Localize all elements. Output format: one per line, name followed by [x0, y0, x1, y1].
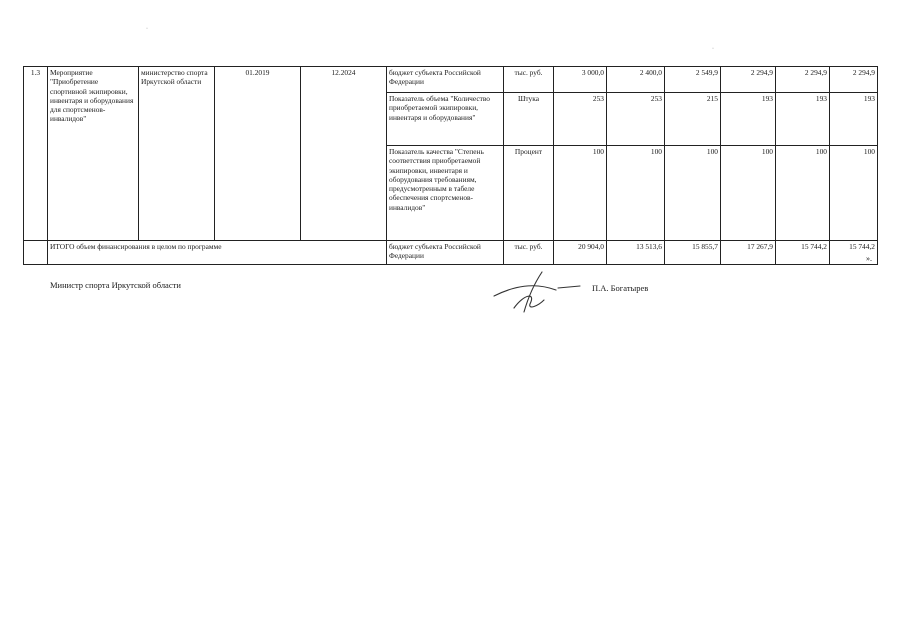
funding-value: 2 294,9: [776, 67, 830, 93]
total-label: ИТОГО объем финансирования в целом по программе: [48, 241, 387, 265]
total-value: 20 904,0: [554, 241, 607, 265]
total-value: 15 855,7: [665, 241, 721, 265]
funding-value: 3 000,0: [554, 67, 607, 93]
total-source: бюджет субъекта Российской Федерации: [387, 241, 504, 265]
minister-name: П.А. Богатырев: [592, 283, 649, 293]
total-unit: тыс. руб.: [504, 241, 554, 265]
total-value: 15 744,2: [776, 241, 830, 265]
funding-value: 2 400,0: [607, 67, 665, 93]
event-name: Мероприятие "Приобретение спортивной экипировки, инвентаря и оборудования для спортсменов-инвалидов": [48, 67, 139, 241]
total-value: 15 744,2: [830, 241, 878, 265]
funding-row: [24, 67, 878, 93]
signature-mark: [484, 264, 594, 324]
funding-value: 2 549,9: [665, 67, 721, 93]
total-value: 13 513,6: [607, 241, 665, 265]
quality-unit: Процент: [504, 146, 554, 241]
total-value: 17 267,9: [721, 241, 776, 265]
minister-title: Министр спорта Иркутской области: [50, 280, 181, 290]
funding-value: 2 294,9: [830, 67, 878, 93]
funding-source: бюджет субъекта Российской Федерации: [387, 67, 504, 93]
volume-value: 215: [665, 93, 721, 146]
volume-value: 253: [607, 93, 665, 146]
quality-value: 100: [776, 146, 830, 241]
volume-value: 193: [830, 93, 878, 146]
funding-unit: тыс. руб.: [504, 67, 554, 93]
quality-value: 100: [830, 146, 878, 241]
volume-value: 193: [721, 93, 776, 146]
closing-quote-mark: ».: [866, 254, 872, 263]
volume-unit: Штука: [504, 93, 554, 146]
quality-indicator: Показатель качества "Степень соответствия приобретаемой экипировки, инвентаря и оборудования требованиям, предусмотренным в табеле обеспечения спортсменов-инвалидов": [387, 146, 504, 241]
end-date: 12.2024: [301, 67, 387, 241]
volume-value: 193: [776, 93, 830, 146]
volume-value: 253: [554, 93, 607, 146]
quality-value: 100: [665, 146, 721, 241]
quality-value: 100: [607, 146, 665, 241]
funding-value: 2 294,9: [721, 67, 776, 93]
row-number: 1.3: [24, 67, 48, 241]
executor: министерство спорта Иркутской области: [139, 67, 215, 241]
quality-value: 100: [554, 146, 607, 241]
scan-speck: ·: [712, 46, 714, 52]
total-row: [24, 241, 878, 265]
total-spacer: [24, 241, 48, 265]
scan-speck: ·: [146, 26, 148, 32]
program-table: [23, 66, 878, 265]
start-date: 01.2019: [215, 67, 301, 241]
quality-value: 100: [721, 146, 776, 241]
volume-indicator: Показатель объема "Количество приобретаемой экипировки, инвентаря и оборудования": [387, 93, 504, 146]
